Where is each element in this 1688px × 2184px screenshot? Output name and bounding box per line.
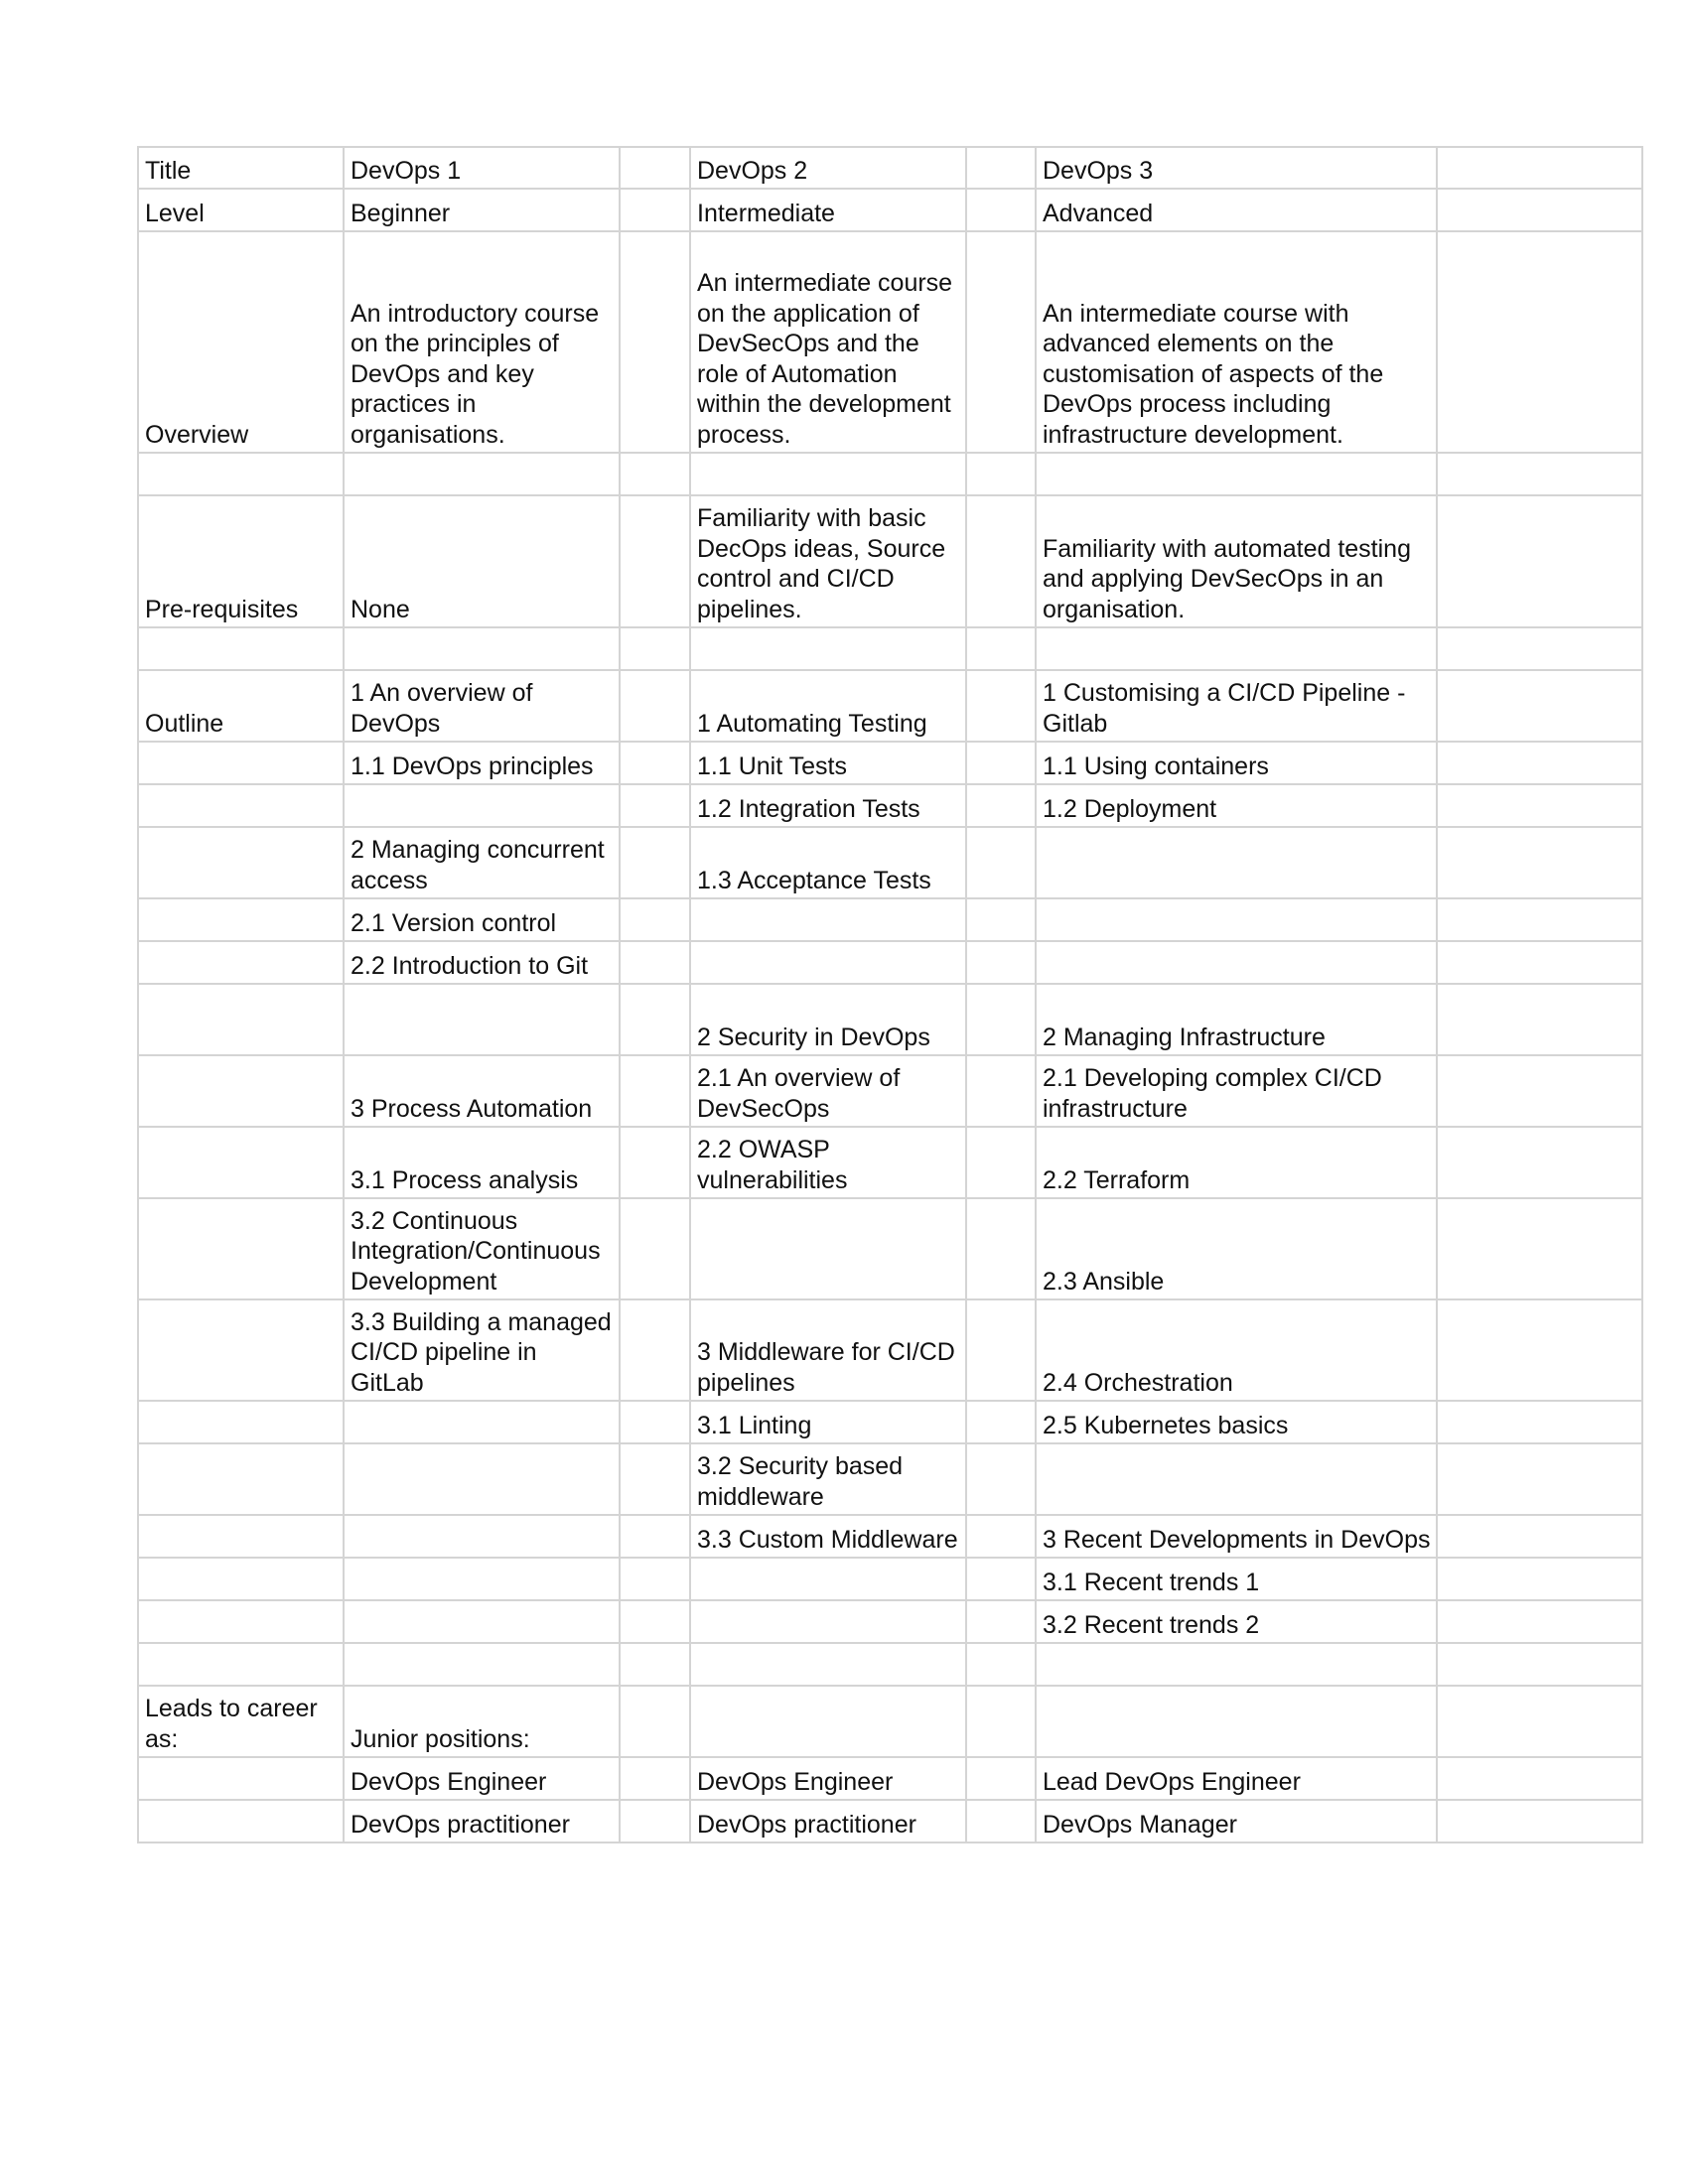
table-row <box>138 670 1642 742</box>
cell-gap2 <box>966 1757 1036 1800</box>
cell-label: Overview <box>138 231 344 453</box>
cell-devops2 <box>690 627 966 670</box>
cell-devops1: 3.3 Building a managed CI/CD pipeline in GitLab <box>344 1299 620 1401</box>
cell-gap1 <box>620 189 690 231</box>
cell-label <box>138 1515 344 1558</box>
cell-extra <box>1437 627 1642 670</box>
cell-extra <box>1437 1198 1642 1299</box>
cell-extra <box>1437 1401 1642 1443</box>
table-row <box>138 231 1642 453</box>
table-row <box>138 1558 1642 1600</box>
cell-devops1: None <box>344 495 620 627</box>
cell-label <box>138 1127 344 1198</box>
cell-label <box>138 1600 344 1643</box>
cell-gap2 <box>966 453 1036 495</box>
table-row <box>138 453 1642 495</box>
cell-devops2: 2.1 An overview of DevSecOps <box>690 1055 966 1127</box>
cell-devops1 <box>344 1443 620 1515</box>
cell-gap2 <box>966 495 1036 627</box>
cell-devops2 <box>690 1198 966 1299</box>
cell-devops2 <box>690 898 966 941</box>
cell-gap1 <box>620 827 690 898</box>
cell-gap2 <box>966 1600 1036 1643</box>
cell-devops1 <box>344 984 620 1055</box>
cell-devops2: DevOps practitioner <box>690 1800 966 1843</box>
cell-extra <box>1437 784 1642 827</box>
cell-label <box>138 1198 344 1299</box>
cell-devops3: 2.5 Kubernetes basics <box>1036 1401 1437 1443</box>
cell-gap2 <box>966 784 1036 827</box>
cell-extra <box>1437 1686 1642 1757</box>
cell-devops2: 1.1 Unit Tests <box>690 742 966 784</box>
cell-extra <box>1437 453 1642 495</box>
cell-label <box>138 1757 344 1800</box>
cell-devops2 <box>690 1600 966 1643</box>
cell-devops3: 2.1 Developing complex CI/CD infrastructure <box>1036 1055 1437 1127</box>
cell-devops2: 2.2 OWASP vulnerabilities <box>690 1127 966 1198</box>
cell-extra <box>1437 1515 1642 1558</box>
cell-extra <box>1437 941 1642 984</box>
table-row <box>138 1600 1642 1643</box>
cell-gap2 <box>966 1055 1036 1127</box>
cell-devops3: DevOps Manager <box>1036 1800 1437 1843</box>
cell-gap2 <box>966 670 1036 742</box>
table-row <box>138 984 1642 1055</box>
cell-gap2 <box>966 189 1036 231</box>
table-row <box>138 941 1642 984</box>
cell-gap1 <box>620 1401 690 1443</box>
cell-extra <box>1437 495 1642 627</box>
cell-devops2: 3.3 Custom Middleware <box>690 1515 966 1558</box>
cell-extra <box>1437 984 1642 1055</box>
cell-devops3 <box>1036 1443 1437 1515</box>
cell-gap1 <box>620 231 690 453</box>
cell-label <box>138 1443 344 1515</box>
cell-devops2 <box>690 1686 966 1757</box>
cell-gap2 <box>966 827 1036 898</box>
cell-devops1: 1 An overview of DevOps <box>344 670 620 742</box>
cell-devops2: Intermediate <box>690 189 966 231</box>
cell-gap1 <box>620 627 690 670</box>
cell-devops2 <box>690 1558 966 1600</box>
cell-gap1 <box>620 1643 690 1686</box>
cell-gap1 <box>620 1600 690 1643</box>
table-row <box>138 147 1642 189</box>
cell-devops3: 3.2 Recent trends 2 <box>1036 1600 1437 1643</box>
cell-gap2 <box>966 1558 1036 1600</box>
cell-gap1 <box>620 147 690 189</box>
cell-devops1 <box>344 1558 620 1600</box>
cell-label <box>138 742 344 784</box>
cell-gap1 <box>620 1055 690 1127</box>
table-row <box>138 1443 1642 1515</box>
cell-devops3 <box>1036 827 1437 898</box>
cell-extra <box>1437 898 1642 941</box>
cell-devops1: 2.1 Version control <box>344 898 620 941</box>
cell-extra <box>1437 147 1642 189</box>
cell-gap1 <box>620 784 690 827</box>
cell-devops3: Advanced <box>1036 189 1437 231</box>
table-row <box>138 1299 1642 1401</box>
cell-gap1 <box>620 1198 690 1299</box>
cell-devops2 <box>690 941 966 984</box>
cell-label: Leads to career as: <box>138 1686 344 1757</box>
cell-extra <box>1437 1558 1642 1600</box>
cell-extra <box>1437 827 1642 898</box>
cell-devops2 <box>690 453 966 495</box>
cell-extra <box>1437 231 1642 453</box>
cell-gap2 <box>966 1443 1036 1515</box>
cell-devops1: An introductory course on the principles of DevOps and key practices in organisations. <box>344 231 620 453</box>
cell-devops1 <box>344 784 620 827</box>
cell-label: Pre-requisites <box>138 495 344 627</box>
cell-label <box>138 941 344 984</box>
cell-gap1 <box>620 1686 690 1757</box>
cell-gap2 <box>966 1127 1036 1198</box>
cell-gap1 <box>620 941 690 984</box>
cell-gap2 <box>966 898 1036 941</box>
table-row <box>138 627 1642 670</box>
cell-gap2 <box>966 1686 1036 1757</box>
cell-label <box>138 827 344 898</box>
cell-devops1: 1.1 DevOps principles <box>344 742 620 784</box>
cell-devops2: Familiarity with basic DecOps ideas, Source control and CI/CD pipelines. <box>690 495 966 627</box>
cell-gap1 <box>620 1443 690 1515</box>
cell-devops3 <box>1036 627 1437 670</box>
cell-label <box>138 784 344 827</box>
cell-devops1: 3.1 Process analysis <box>344 1127 620 1198</box>
cell-extra <box>1437 189 1642 231</box>
cell-gap2 <box>966 1198 1036 1299</box>
cell-devops3 <box>1036 1643 1437 1686</box>
cell-devops2: DevOps Engineer <box>690 1757 966 1800</box>
cell-devops1: 3 Process Automation <box>344 1055 620 1127</box>
cell-gap2 <box>966 1515 1036 1558</box>
table-row <box>138 1686 1642 1757</box>
cell-gap1 <box>620 1127 690 1198</box>
cell-devops2: DevOps 2 <box>690 147 966 189</box>
cell-gap1 <box>620 1757 690 1800</box>
cell-devops3: 3 Recent Developments in DevOps <box>1036 1515 1437 1558</box>
cell-devops1: 2 Managing concurrent access <box>344 827 620 898</box>
cell-devops3: 2.4 Orchestration <box>1036 1299 1437 1401</box>
cell-gap1 <box>620 898 690 941</box>
cell-gap2 <box>966 627 1036 670</box>
cell-devops2 <box>690 1643 966 1686</box>
cell-devops1 <box>344 1643 620 1686</box>
cell-extra <box>1437 1443 1642 1515</box>
cell-devops3: An intermediate course with advanced elements on the customisation of aspects of the DevOps process including infrastructure development. <box>1036 231 1437 453</box>
cell-gap1 <box>620 1800 690 1843</box>
cell-label <box>138 453 344 495</box>
cell-devops3: 2.2 Terraform <box>1036 1127 1437 1198</box>
cell-devops1: 2.2 Introduction to Git <box>344 941 620 984</box>
cell-devops3: DevOps 3 <box>1036 147 1437 189</box>
course-outline-table <box>137 146 1643 1843</box>
cell-gap1 <box>620 453 690 495</box>
cell-devops3 <box>1036 941 1437 984</box>
cell-devops2: 2 Security in DevOps <box>690 984 966 1055</box>
table-row <box>138 827 1642 898</box>
cell-devops1: Beginner <box>344 189 620 231</box>
cell-label: Level <box>138 189 344 231</box>
cell-devops3: Familiarity with automated testing and applying DevSecOps in an organisation. <box>1036 495 1437 627</box>
cell-gap1 <box>620 670 690 742</box>
cell-extra <box>1437 1299 1642 1401</box>
cell-devops3: 3.1 Recent trends 1 <box>1036 1558 1437 1600</box>
cell-devops3: 1.1 Using containers <box>1036 742 1437 784</box>
cell-label <box>138 1643 344 1686</box>
cell-gap2 <box>966 1401 1036 1443</box>
cell-gap1 <box>620 1558 690 1600</box>
cell-label: Outline <box>138 670 344 742</box>
table-row <box>138 742 1642 784</box>
cell-label <box>138 1401 344 1443</box>
table-row <box>138 1643 1642 1686</box>
cell-gap1 <box>620 1515 690 1558</box>
cell-devops2: 1 Automating Testing <box>690 670 966 742</box>
cell-gap2 <box>966 147 1036 189</box>
cell-devops3: Lead DevOps Engineer <box>1036 1757 1437 1800</box>
cell-extra <box>1437 742 1642 784</box>
cell-devops3: 2 Managing Infrastructure <box>1036 984 1437 1055</box>
cell-devops2: 1.2 Integration Tests <box>690 784 966 827</box>
cell-gap2 <box>966 1299 1036 1401</box>
table-row <box>138 1198 1642 1299</box>
cell-devops3: 1 Customising a CI/CD Pipeline - Gitlab <box>1036 670 1437 742</box>
cell-label <box>138 898 344 941</box>
cell-extra <box>1437 1600 1642 1643</box>
cell-gap1 <box>620 984 690 1055</box>
cell-devops1 <box>344 1600 620 1643</box>
cell-gap2 <box>966 1643 1036 1686</box>
cell-label <box>138 1800 344 1843</box>
table-row <box>138 1055 1642 1127</box>
cell-devops3: 1.2 Deployment <box>1036 784 1437 827</box>
cell-gap2 <box>966 231 1036 453</box>
cell-label <box>138 627 344 670</box>
cell-gap2 <box>966 742 1036 784</box>
table-row <box>138 1757 1642 1800</box>
cell-label: Title <box>138 147 344 189</box>
cell-devops1: Junior positions: <box>344 1686 620 1757</box>
table-row <box>138 1800 1642 1843</box>
cell-gap1 <box>620 742 690 784</box>
cell-extra <box>1437 1127 1642 1198</box>
cell-label <box>138 1299 344 1401</box>
cell-extra <box>1437 1643 1642 1686</box>
cell-devops1: DevOps Engineer <box>344 1757 620 1800</box>
table-row <box>138 189 1642 231</box>
cell-gap2 <box>966 984 1036 1055</box>
table-body <box>138 147 1642 1843</box>
cell-devops2: 3.2 Security based middleware <box>690 1443 966 1515</box>
table-row <box>138 1401 1642 1443</box>
cell-devops2: 3 Middleware for CI/CD pipelines <box>690 1299 966 1401</box>
cell-label <box>138 1055 344 1127</box>
table-row <box>138 495 1642 627</box>
cell-devops3 <box>1036 898 1437 941</box>
cell-devops1 <box>344 627 620 670</box>
cell-devops1 <box>344 1515 620 1558</box>
cell-extra <box>1437 1800 1642 1843</box>
cell-gap2 <box>966 1800 1036 1843</box>
cell-label <box>138 984 344 1055</box>
table-row <box>138 898 1642 941</box>
cell-devops1: 3.2 Continuous Integration/Continuous Development <box>344 1198 620 1299</box>
cell-devops2: 3.1 Linting <box>690 1401 966 1443</box>
cell-devops3 <box>1036 453 1437 495</box>
cell-extra <box>1437 670 1642 742</box>
table-row <box>138 1127 1642 1198</box>
table-row <box>138 1515 1642 1558</box>
cell-extra <box>1437 1757 1642 1800</box>
cell-devops1 <box>344 1401 620 1443</box>
cell-devops1 <box>344 453 620 495</box>
cell-devops1: DevOps practitioner <box>344 1800 620 1843</box>
cell-gap1 <box>620 1299 690 1401</box>
cell-gap1 <box>620 495 690 627</box>
cell-devops3 <box>1036 1686 1437 1757</box>
cell-devops1: DevOps 1 <box>344 147 620 189</box>
cell-label <box>138 1558 344 1600</box>
table-row <box>138 784 1642 827</box>
cell-devops3: 2.3 Ansible <box>1036 1198 1437 1299</box>
cell-devops2: An intermediate course on the application of DevSecOps and the role of Automation within the development process. <box>690 231 966 453</box>
cell-gap2 <box>966 941 1036 984</box>
cell-extra <box>1437 1055 1642 1127</box>
cell-devops2: 1.3 Acceptance Tests <box>690 827 966 898</box>
